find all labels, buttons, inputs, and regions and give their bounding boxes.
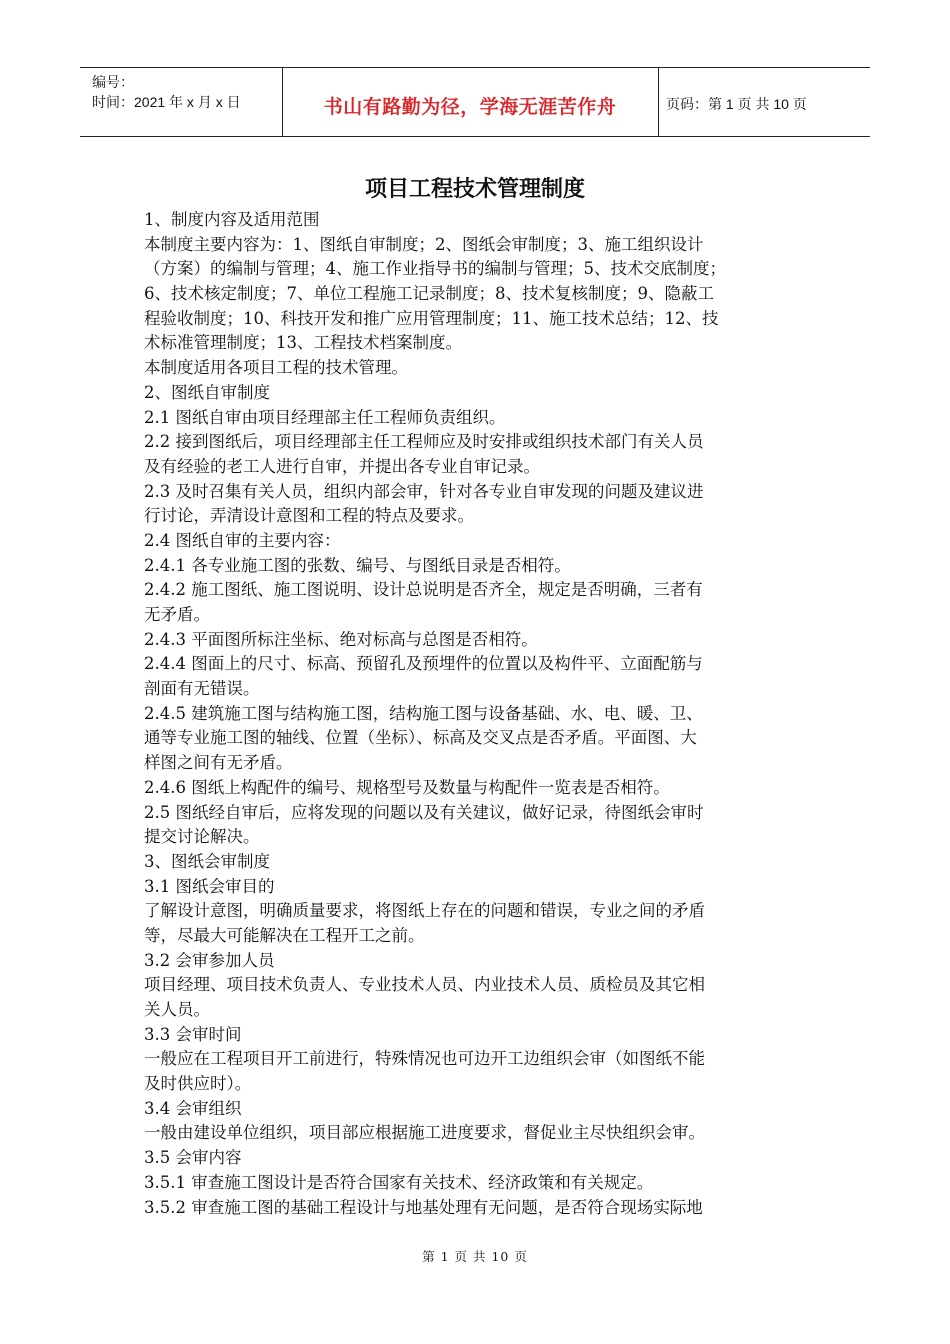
body-line: 3.5 会审内容 [144,1148,242,1168]
body-line: 3.2 会审参加人员 [144,950,275,970]
body-line: （方案）的编制与管理；4、施工作业指导书的编制与管理；5、技术交底制度； [144,259,726,279]
body-line: 无矛盾。 [144,605,210,624]
body-line: 2.2 接到图纸后，项目经理部主任工程师应及时安排或组织技术部门有关人员 [144,432,704,452]
document-header [80,67,870,137]
body-line: 6、技术核定制度；7、单位工程施工记录制度；8、技术复核制度；9、隐蔽工 [144,284,714,304]
body-line: 样图之间有无矛盾。 [144,753,293,773]
body-line: 3、图纸会审制度 [144,851,270,871]
body-line: 提交讨论解决。 [144,827,260,847]
body-line: 一般由建设单位组织，项目部应根据施工进度要求，督促业主尽快组织会审。 [144,1123,705,1143]
body-line: 2.1 图纸自审由项目经理部主任工程师负责组织。 [144,407,506,427]
body-line: 2.4.4 图面上的尺寸、标高、预留孔及预埋件的位置以及构件平、立面配筋与 [144,654,703,674]
body-line: 一般应在工程项目开工前进行，特殊情况也可边开工边组织会审（如图纸不能 [144,1049,705,1069]
header-motto-cell [282,68,659,136]
body-line: 3.3 会审时间 [144,1024,242,1044]
body-line: 本制度适用各项目工程的技术管理。 [144,358,408,378]
body-line: 2.4.5 建筑施工图与结构施工图，结构施工图与设备基础、水、电、暖、卫、 [144,703,703,723]
body-line: 了解设计意图，明确质量要求，将图纸上存在的问题和错误，专业之间的矛盾 [144,901,705,921]
body-line: 程验收制度；10、科技开发和推广应用管理制度；11、施工技术总结；12、技 [144,308,719,328]
document-title: 项目工程技术管理制度 [364,177,585,202]
body-line: 2、图纸自审制度 [144,382,270,402]
body-line: 2.4.6 图纸上构配件的编号、规格型号及数量与构配件一览表是否相符。 [144,777,670,797]
body-line: 2.4.3 平面图所标注坐标、绝对标高与总图是否相符。 [144,629,538,649]
body-line: 2.4.1 各专业施工图的张数、编号、与图纸目录是否相符。 [144,555,571,575]
body-line: 2.5 图纸经自审后，应将发现的问题以及有关建议，做好记录，待图纸会审时 [144,802,704,822]
page-info: 页码：第 1 页 共 10 页 [666,96,807,112]
body-line: 术标准管理制度；13、工程技术档案制度。 [144,333,462,353]
document-body [144,208,814,1220]
body-line: 本制度主要内容为：1、图纸自审制度；2、图纸会审制度；3、施工组织设计 [144,234,704,254]
header-info-cell [80,68,283,136]
body-line: 通等专业施工图的轴线、位置（坐标）、标高及交叉点是否矛盾。平面图、大 [144,728,697,748]
body-line: 3.5.1 审查施工图设计是否符合国家有关技术、经济政策和有关规定。 [144,1172,654,1192]
body-line: 项目经理、项目技术负责人、专业技术人员、内业技术人员、质检员及其它相 [144,975,705,995]
body-line: 行讨论，弄清设计意图和工程的特点及要求。 [144,506,474,526]
motto-text: 书山有路勤为径，学海无涯苦作舟 [323,96,617,118]
body-line: 1、制度内容及适用范围 [144,210,320,229]
body-line: 剖面有无错误。 [144,679,260,699]
body-line: 3.5.2 审查施工图的基础工程设计与地基处理有无问题，是否符合现场实际地 [144,1197,703,1217]
body-line: 2.3 及时召集有关人员，组织内部会审，针对各专业自审发现的问题及建议进 [144,481,704,501]
body-line: 3.1 图纸会审目的 [144,876,275,896]
body-line: 3.4 会审组织 [144,1098,242,1118]
body-line: 及时供应时）。 [144,1074,252,1094]
page-footer: 第 1 页 共 10 页 [422,1249,528,1264]
time-label: 时间：2021 年 x 月 x 日 [92,94,241,110]
body-line: 2.4.2 施工图纸、施工图说明、设计总说明是否齐全，规定是否明确，三者有 [144,580,703,600]
body-line: 关人员。 [144,1000,210,1019]
body-line: 及有经验的老工人进行自审，并提出各专业自审记录。 [144,456,540,476]
header-page-cell [658,68,870,136]
body-line: 等，尽最大可能解决在工程开工之前。 [144,925,425,945]
code-label: 编号： [92,74,134,90]
body-line: 2.4 图纸自审的主要内容： [144,530,341,550]
